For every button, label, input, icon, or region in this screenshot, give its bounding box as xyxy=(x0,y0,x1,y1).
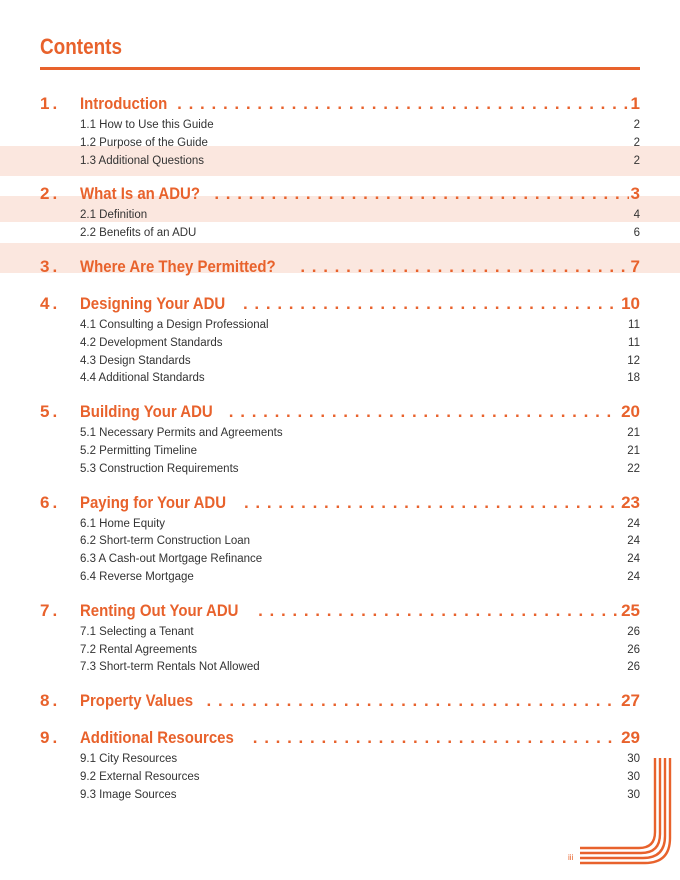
section-title: 1.2 Purpose of the Guide xyxy=(80,136,208,149)
chapter-title: Additional Resources xyxy=(80,728,234,748)
chapter-title: Paying for Your ADU xyxy=(80,492,227,512)
section-title: 4.2 Development Standards xyxy=(80,336,223,349)
section-title: 4.4 Additional Standards xyxy=(80,372,205,385)
section-title: 7.3 Short-term Rentals Not Allowed xyxy=(80,661,260,674)
section-title: 1.3 Additional Questions xyxy=(80,154,205,167)
chapter-page: 20 xyxy=(621,402,640,422)
section-page: 22 xyxy=(627,462,640,475)
section-title: 9.3 Image Sources xyxy=(80,788,177,801)
section-page: 6 xyxy=(633,227,640,240)
section-page: 12 xyxy=(627,354,640,367)
section-page: 11 xyxy=(628,336,640,349)
section-title: 6.4 Reverse Mortgage xyxy=(80,570,194,583)
section-title: 6.1 Home Equity xyxy=(80,517,166,530)
chapter-number: 3. xyxy=(40,256,61,276)
chapter-number: 1. xyxy=(40,94,61,113)
section-title: 5.2 Permitting Timeline xyxy=(80,444,197,457)
section-page: 24 xyxy=(627,570,640,583)
chapter-page: 7 xyxy=(630,256,640,276)
section-page: 30 xyxy=(627,753,640,766)
section-title: 7.1 Selecting a Tenant xyxy=(80,625,194,638)
section-page: 24 xyxy=(627,517,640,530)
chapter-title: Designing Your ADU xyxy=(80,293,226,313)
section-page: 30 xyxy=(627,770,640,783)
section-title: 6.2 Short-term Construction Loan xyxy=(80,535,251,548)
page-title: Contents xyxy=(40,34,122,59)
chapter-number: 4. xyxy=(40,293,61,313)
section-page: 26 xyxy=(627,643,640,656)
section-title: 6.3 A Cash-out Mortgage Refinance xyxy=(80,553,263,566)
section-title: 9.1 City Resources xyxy=(80,753,178,766)
chapter-title: Property Values xyxy=(80,691,194,711)
section-title: 5.1 Necessary Permits and Agreements xyxy=(80,427,283,440)
chapter-number: 5. xyxy=(40,402,61,422)
chapter-page: 3 xyxy=(630,184,640,204)
chapter-page: 23 xyxy=(621,492,640,512)
chapter-page: 29 xyxy=(621,728,640,748)
section-page: 26 xyxy=(627,625,640,638)
section-title: 5.3 Construction Requirements xyxy=(80,462,239,475)
section-page: 2 xyxy=(633,136,640,149)
chapter-title: What Is an ADU? xyxy=(80,184,200,204)
chapter-number: 9. xyxy=(40,728,61,748)
section-page: 21 xyxy=(627,444,640,457)
page-number: iii xyxy=(568,853,574,862)
section-page: 2 xyxy=(633,154,640,167)
chapter-title: Building Your ADU xyxy=(80,402,213,422)
section-page: 21 xyxy=(627,427,640,440)
chapter-page: 10 xyxy=(621,293,640,313)
section-title: 2.1 Definition xyxy=(80,209,148,222)
section-title: 7.2 Rental Agreements xyxy=(80,643,197,656)
chapter-page: 27 xyxy=(621,691,640,711)
section-title: 1.1 How to Use this Guide xyxy=(80,119,214,131)
section-page: 24 xyxy=(627,535,640,548)
chapter-title: Introduction xyxy=(80,94,168,113)
section-page: 11 xyxy=(628,318,640,331)
chapter-title: Renting Out Your ADU xyxy=(80,600,239,620)
section-page: 26 xyxy=(627,661,640,674)
section-title: 9.2 External Resources xyxy=(80,770,200,783)
chapter-page: 1 xyxy=(630,94,640,113)
chapter-number: 6. xyxy=(40,492,61,512)
chapter-number: 8. xyxy=(40,691,61,711)
section-title: 4.3 Design Standards xyxy=(80,354,191,367)
section-page: 30 xyxy=(627,788,640,801)
section-page: 4 xyxy=(633,209,640,222)
chapter-number: 2. xyxy=(40,184,61,204)
section-page: 2 xyxy=(633,119,640,131)
section-page: 24 xyxy=(627,553,640,566)
section-title: 2.2 Benefits of an ADU xyxy=(80,227,197,240)
chapter-page: 25 xyxy=(621,600,640,620)
chapter-title: Where Are They Permitted? xyxy=(80,256,276,276)
section-title: 4.1 Consulting a Design Professional xyxy=(80,318,269,331)
section-page: 18 xyxy=(627,372,640,385)
chapter-number: 7. xyxy=(40,600,61,620)
